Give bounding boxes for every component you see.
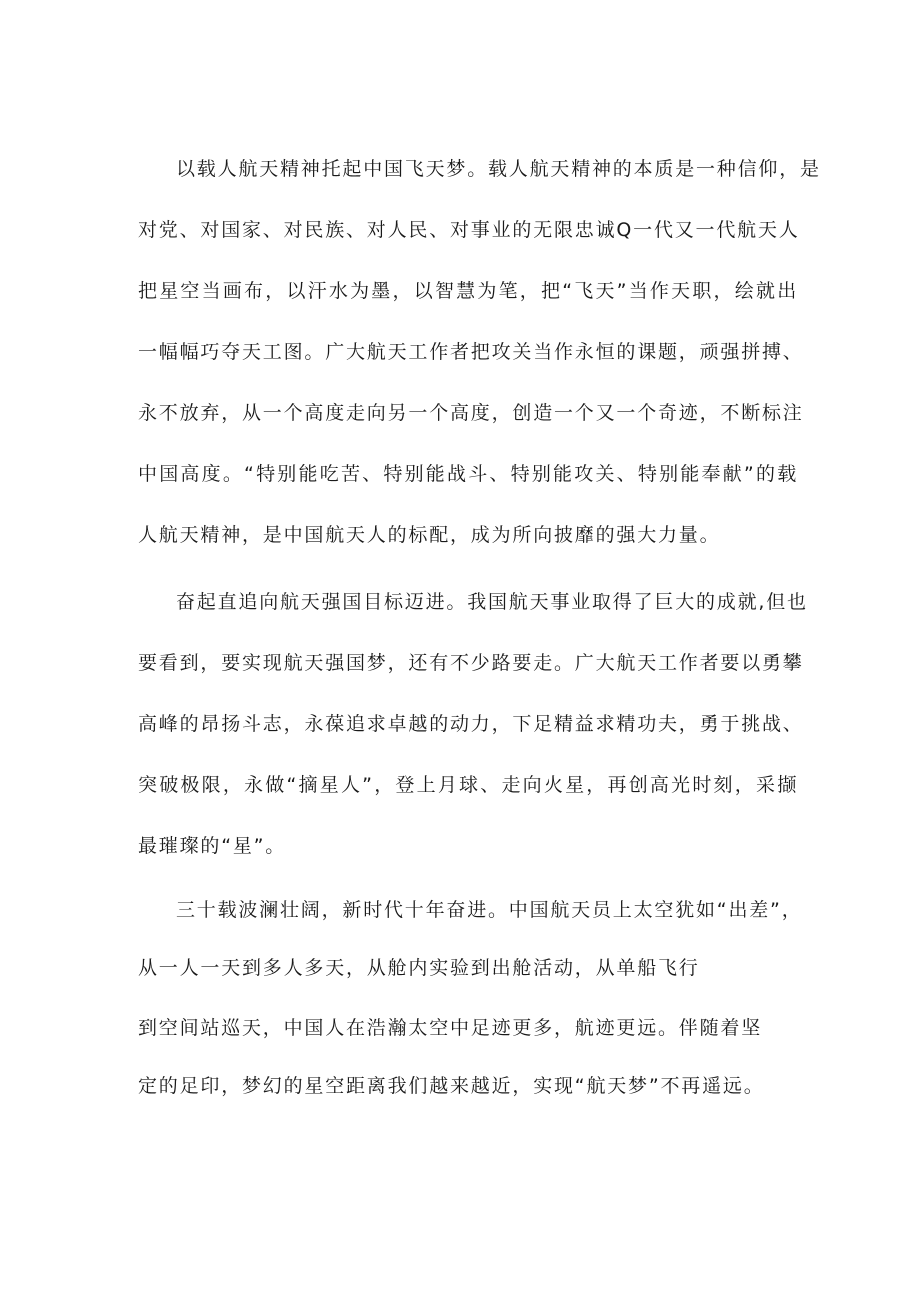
paragraph-line: 要看到，要实现航天强国梦，还有不少路要走。广大航天工作者要以勇攀 [138, 652, 804, 674]
paragraph-line: 定的足印，梦幻的星空距离我们越来越近，实现“航天梦”不再遥远。 [138, 1075, 765, 1097]
paragraph-line: 对党、对国家、对民族、对人民、对事业的无限忠诚Q一代又一代航天人 [138, 219, 800, 241]
paragraph-line: 到空间站巡天，中国人在浩瀚太空中足迹更多，航迹更远。伴随着坚 [138, 1017, 763, 1039]
paragraph-line: 把星空当画布，以汗水为墨，以智慧为笔，把“飞天”当作天职，绘就出 [138, 280, 798, 302]
paragraph-line: 高峰的昂扬斗志，永葆追求卓越的动力，下足精益求精功夫，勇于挑战、 [138, 713, 804, 735]
paragraph-line: 人航天精神，是中国航天人的标配，成为所向披靡的强大力量。 [138, 524, 721, 546]
paragraph-line: 突破极限，永做“摘星人”，登上月球、走向火星，再创高光时刻，采撷 [138, 774, 798, 796]
paragraph-line: 最璀璨的“星”。 [138, 835, 287, 857]
paragraph-line: 从一人一天到多人多天，从舱内实验到出舱活动，从单船飞行 [138, 957, 700, 979]
paragraph-line: 永不放弃，从一个高度走向另一个高度，创造一个又一个奇迹，不断标注 [138, 402, 804, 424]
paragraph-line: 一幅幅巧夺天工图。广大航天工作者把攻关当作永恒的课题，顽强拼搏、 [138, 341, 804, 363]
paragraph-line: 以载人航天精神托起中国飞天梦。载人航天精神的本质是一种信仰，是 [176, 158, 821, 180]
paragraph-line: 三十载波澜壮阔，新时代十年奋进。中国航天员上太空犹如“出差”， [176, 899, 803, 921]
paragraph-line: 奋起直追向航天强国目标迈进。我国航天事业取得了巨大的成就,但也 [176, 591, 808, 613]
paragraph-line: 中国高度。“特别能吃苦、特别能战斗、特别能攻关、特别能奉献”的载 [138, 463, 798, 485]
